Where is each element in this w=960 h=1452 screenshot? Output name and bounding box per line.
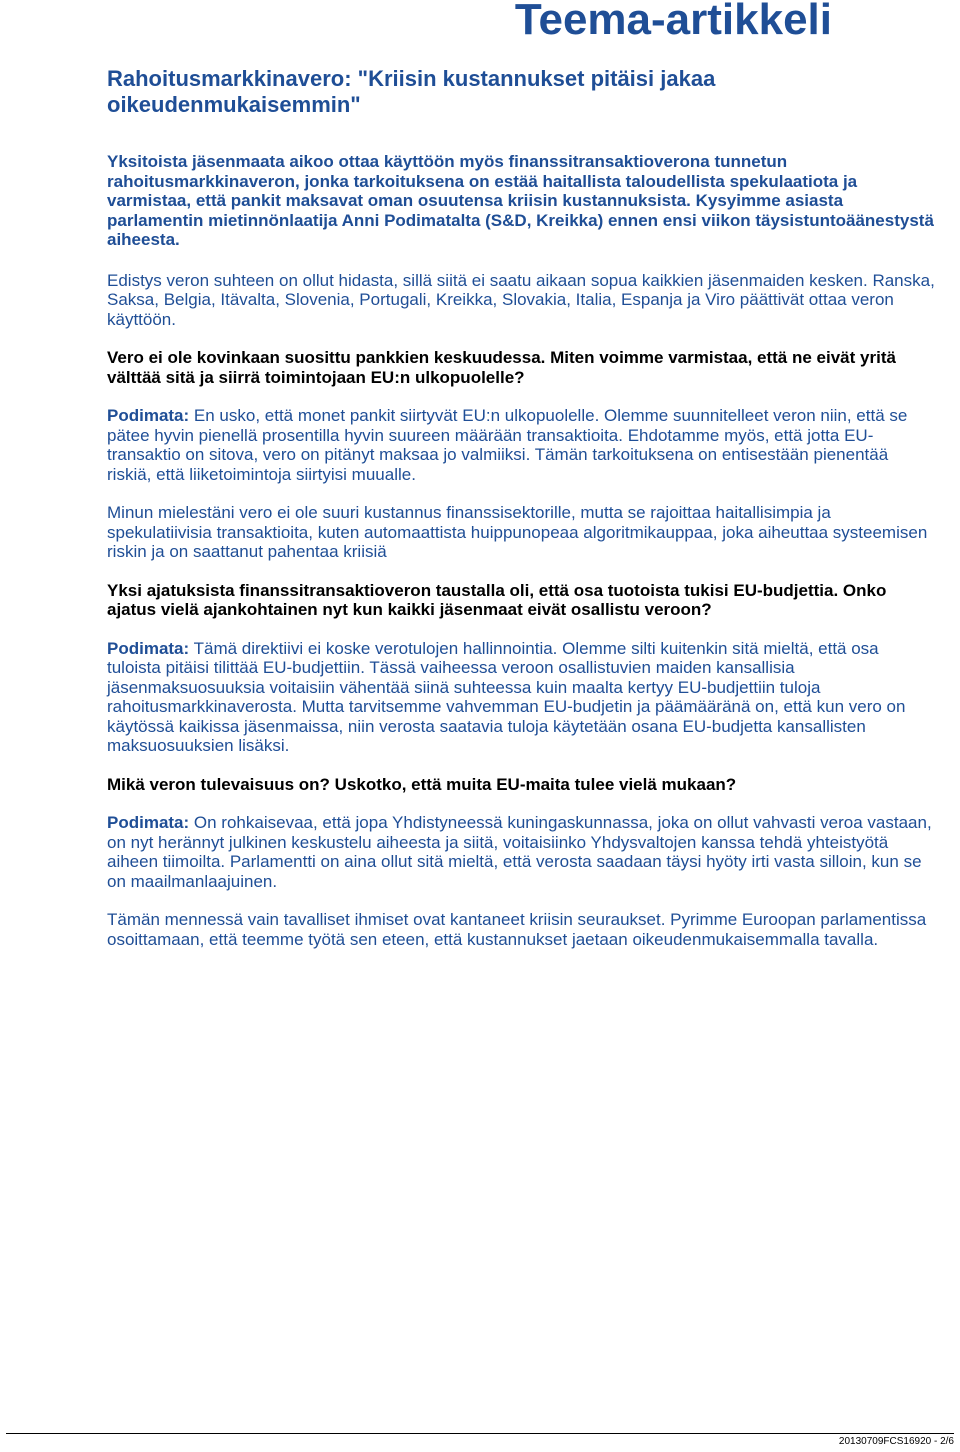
answer-1-continued: Minun mielestäni vero ei ole suuri kustannus finanssisektorille, mutta se rajoittaa haitallisimpia ja spekulatiivisia transaktioita, kuten automaattista huippunopeaa algoritmikauppaa, joka aiheuttaa systeemisen riskin ja on saattanut pahentaa kriisiä xyxy=(107,503,928,561)
answer-3-text: On rohkaisevaa, että jopa Yhdistyneessä kuningaskunnassa, joka on ollut vahvasti veroa vastaan, on nyt herännyt julkinen keskustelu aiheesta ja siitä, voitaisiinko Yhdysvaltojen kanssa tehdä yhteistyötä aiheen tiimoilta. Parlamentti on aina ollut sitä mieltä, että verosta saadaan täysi hyöty irti vasta silloin, kun se on maailmanlaajuinen. xyxy=(107,813,932,891)
article-lead: Yksitoista jäsenmaata aikoo ottaa käyttöön myös finanssitransaktioverona tunnetun rahoitusmarkkinaveron, jonka tarkoituksena on estää haitallista taloudellista spekulaatiota ja varmistaa, että pankit maksavat oman osuutensa kriisin kustannuksista. Kysyimme asiasta parlamentin mietinnönlaatija Anni Podimatalta (S&D, Kreikka) ennen ensi viikon täysistuntoäänestystä aiheesta. xyxy=(107,152,934,249)
speaker-label: Podimata: xyxy=(107,406,190,425)
article xyxy=(107,66,937,968)
page-footer xyxy=(6,1433,954,1448)
document-reference: 20130709FCS16920 - 2/6 xyxy=(838,1436,954,1447)
question-2: Yksi ajatuksista finanssitransaktioveron taustalla oli, että osa tuotoista tukisi EU-budjettia. Onko ajatus vielä ajankohtainen nyt kun kaikki jäsenmaat eivät osallistu veroon? xyxy=(107,580,887,619)
answer-3-continued: Tämän mennessä vain tavalliset ihmiset ovat kantaneet kriisin seuraukset. Pyrimme Euroopan parlamentissa osoittamaan, että teemme työtä sen eteen, että kustannukset jaetaan oikeudenmukaisemmalla tavalla. xyxy=(107,910,927,949)
speaker-label: Podimata: xyxy=(107,638,190,658)
answer-2 xyxy=(107,639,937,756)
answer-1 xyxy=(107,406,937,484)
speaker-label: Podimata: xyxy=(107,813,190,832)
section-label: Teema-artikkeli xyxy=(514,0,832,44)
answer-3 xyxy=(107,813,937,891)
answer-1-text: En usko, että monet pankit siirtyvät EU:n ulkopuolelle. Olemme suunnitelleet veron niin, että se pätee hyvin pienellä prosentilla hyvin suureen määrään transaktioita. Ehdotamme myös, että jotta EU-transaktio on sitova, vero on pitänyt maksaa jo valmiiksi. Tämän tarkoituksena on entisestään pienentää riskiä, että liiketoimintoja siirtyisi muualle. xyxy=(107,406,908,484)
article-title: Rahoitusmarkkinavero: "Kriisin kustannukset pitäisi jakaa oikeudenmukaisemmin" xyxy=(107,66,716,117)
intro-paragraph: Edistys veron suhteen on ollut hidasta, sillä siitä ei saatu aikaan sopua kaikkien jäsenmaiden kesken. Ranska, Saksa, Belgia, Itävalta, Slovenia, Portugali, Kreikka, Slovakia, Italia, Espanja ja Viro päättivät ottaa veron käyttöön. xyxy=(107,270,935,329)
question-1: Vero ei ole kovinkaan suosittu pankkien keskuudessa. Miten voimme varmistaa, että ne eivät yritä välttää sitä ja siirrä toimintojaan EU:n ulkopuolelle? xyxy=(107,348,896,387)
answer-2-text: Tämä direktiivi ei koske verotulojen hallinnointia. Olemme silti kuitenkin sitä mieltä, että osa tuloista pitäisi tilittää EU-budjettiin. Tässä vaiheessa veroon osallistuvien maiden kansallisia jäsenmaksuosuuksia voitaisiin vähentää siinä suhteessa kuin maalta kertyy EU-budjettiin tuloja rahoitusmarkkinaverosta. Mutta tarvitsemme vahvemman EU-budjetin ja päämääränä on, että kun vero on käytössä kaikissa jäsenmaissa, niin verosta saatavia tuloja käytetään osana EU-budjetta kansallisten maksuosuuksien lisäksi. xyxy=(107,638,906,755)
question-3: Mikä veron tulevaisuus on? Uskotko, että muita EU-maita tulee vielä mukaan? xyxy=(107,774,737,794)
